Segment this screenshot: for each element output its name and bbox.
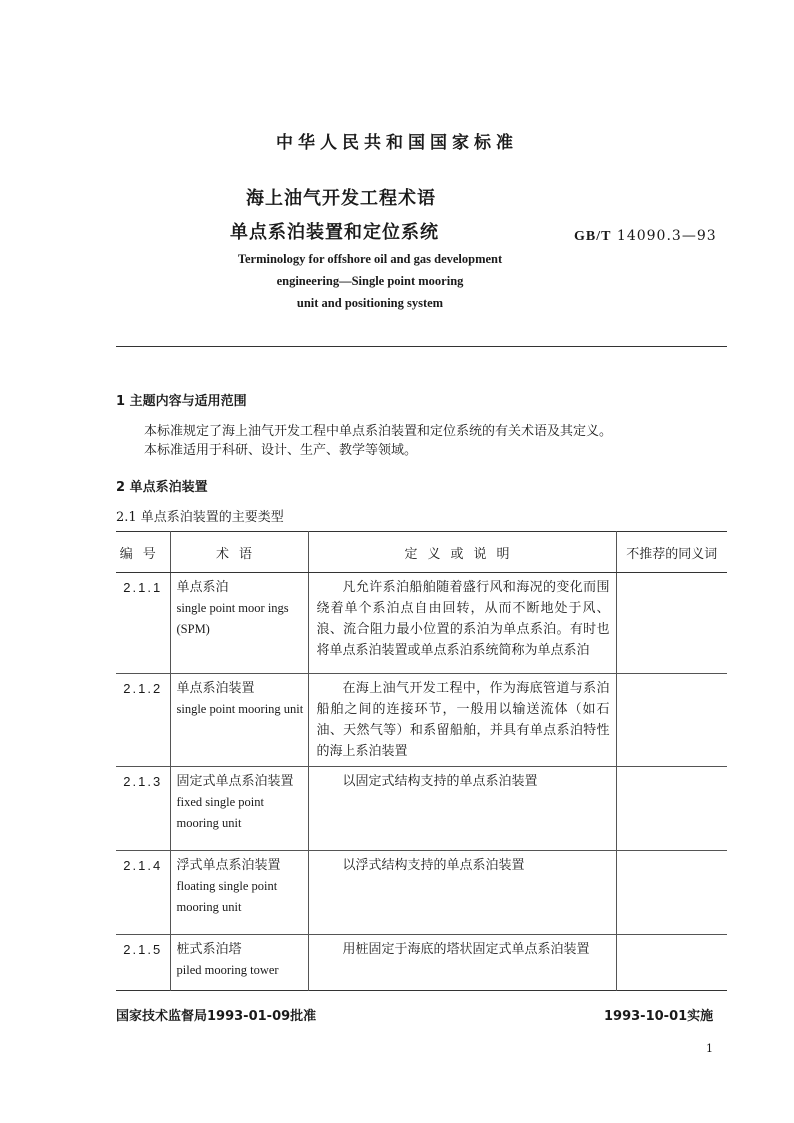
term-cn: 固定式单点系泊装置 xyxy=(176,774,294,789)
section-2-heading: 2 单点系泊装置 xyxy=(116,480,208,495)
table-row xyxy=(116,767,727,851)
page-number: 1 xyxy=(706,1042,713,1055)
terms-table xyxy=(116,531,727,991)
header-definition: 定义或说明 xyxy=(308,532,616,573)
row-number: 2.1.4 xyxy=(116,851,170,935)
term-cn: 浮式单点系泊装置 xyxy=(176,858,281,873)
row-number: 2.1.1 xyxy=(116,573,170,674)
header-term: 术语 xyxy=(170,532,308,573)
title-line-1: 海上油气开发工程术语 xyxy=(246,188,436,209)
table-row xyxy=(116,573,727,674)
row-synonym xyxy=(616,674,727,767)
row-definition: 以固定式结构支持的单点系泊装置 xyxy=(308,767,616,851)
national-standard-label: 中华人民共和国国家标准 xyxy=(276,133,518,153)
term-en: single point moor ings (SPM) xyxy=(176,601,289,636)
english-title-line-2: engineering—Single point mooring xyxy=(276,274,464,288)
row-number: 2.1.2 xyxy=(116,674,170,767)
table-row xyxy=(116,851,727,935)
row-synonym xyxy=(616,851,727,935)
term-en: floating single point mooring unit xyxy=(176,879,278,914)
row-synonym xyxy=(616,573,727,674)
row-term xyxy=(170,935,308,991)
standard-code xyxy=(574,228,717,245)
row-definition: 用桩固定于海底的塔状固定式单点系泊装置 xyxy=(308,935,616,991)
table-header-row xyxy=(116,532,727,573)
row-definition: 在海上油气开发工程中，作为海底管道与系泊船舶之间的连接环节，一般用以输送流体（如石油、天然气等）和系留船舶，并具有单点系泊特性的海上系泊装置 xyxy=(308,674,616,767)
term-cn: 单点系泊装置 xyxy=(176,681,255,696)
row-synonym xyxy=(616,767,727,851)
row-number: 2.1.5 xyxy=(116,935,170,991)
row-definition: 凡允许系泊船舶随着盛行风和海况的变化而围绕着单个系泊点自由回转，从而不断地处于风、浪、流合阻力最小位置的系泊为单点系泊。有时也将单点系泊装置或单点系泊系统简称为单点系泊 xyxy=(308,573,616,674)
row-term xyxy=(170,851,308,935)
header-synonym: 不推荐的同义词 xyxy=(616,532,727,573)
row-term xyxy=(170,674,308,767)
section-1-paragraph-2: 本标准适用于科研、设计、生产、教学等领域。 xyxy=(144,443,418,458)
row-definition: 以浮式结构支持的单点系泊装置 xyxy=(308,851,616,935)
row-synonym xyxy=(616,935,727,991)
header-number: 编号 xyxy=(116,532,170,573)
table-row xyxy=(116,935,727,991)
english-title-line-3: unit and positioning system xyxy=(296,296,444,310)
title-line-2: 单点系泊装置和定位系统 xyxy=(230,222,439,243)
standard-number: 14090.3—93 xyxy=(616,228,717,244)
term-cn: 桩式系泊塔 xyxy=(176,942,242,957)
row-term xyxy=(170,573,308,674)
term-en: fixed single point mooring unit xyxy=(176,795,264,830)
term-en: single point mooring unit xyxy=(176,702,304,716)
approval-date: 国家技术监督局1993-01-09批准 xyxy=(116,1009,317,1024)
implementation-date: 1993-10-01实施 xyxy=(604,1009,714,1024)
english-title-line-1: Terminology for offshore oil and gas development xyxy=(237,252,503,266)
section-2-1-heading: 2.1 单点系泊装置的主要类型 xyxy=(116,510,284,525)
term-en: piled mooring tower xyxy=(176,963,279,977)
row-term xyxy=(170,767,308,851)
row-number: 2.1.3 xyxy=(116,767,170,851)
header-divider xyxy=(116,346,727,347)
section-1-paragraph-1: 本标准规定了海上油气开发工程中单点系泊装置和定位系统的有关术语及其定义。 xyxy=(144,424,613,439)
term-cn: 单点系泊 xyxy=(176,580,229,595)
table-row xyxy=(116,674,727,767)
section-1-heading: 1 主题内容与适用范围 xyxy=(116,394,247,409)
standard-prefix: GB/T xyxy=(574,229,612,244)
